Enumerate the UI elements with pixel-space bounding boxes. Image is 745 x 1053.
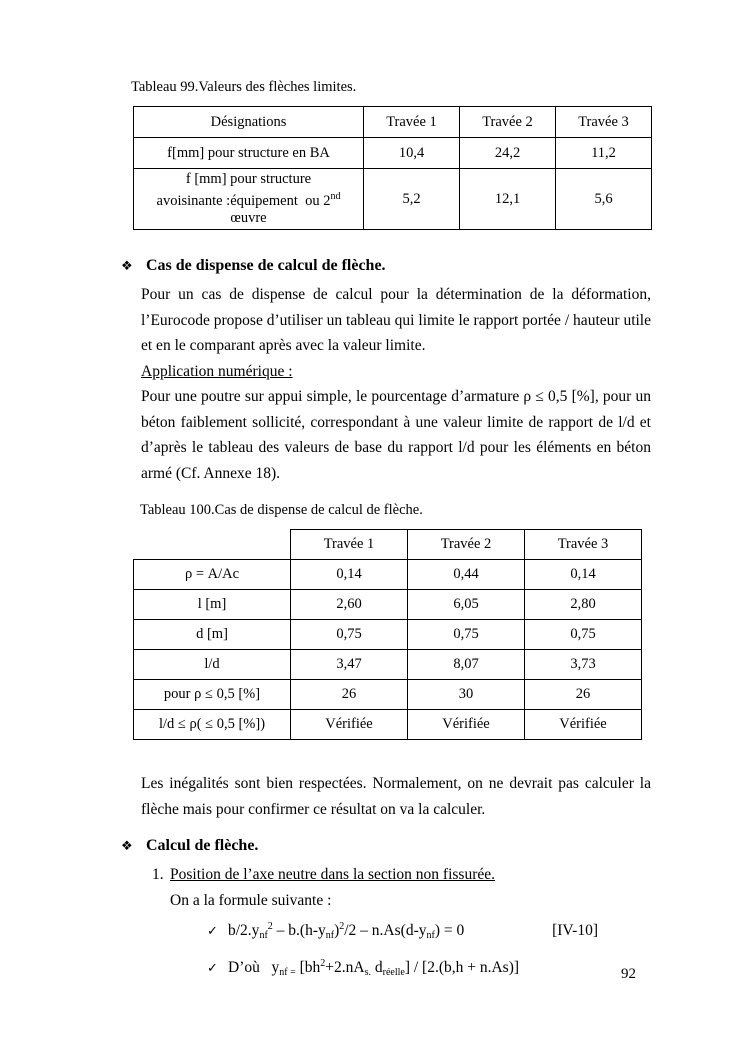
table-99-row1-v1: 10,4 — [364, 138, 460, 169]
table-99-row2-label — [134, 169, 364, 230]
checkmark-icon: ✓ — [207, 924, 218, 939]
section-heading-text: Calcul de flèche. — [146, 837, 259, 854]
table-99-row1-v3: 11,2 — [556, 138, 652, 169]
numbered-item-position-axe-neutre — [152, 862, 651, 888]
table-100-row0-v2: 0,44 — [408, 560, 525, 590]
table-row — [134, 620, 642, 650]
table-100-row0-v3: 0,14 — [525, 560, 642, 590]
formula-reference: [IV-10] — [552, 922, 598, 939]
paragraph-application: Pour une poutre sur appui simple, le pourcentage d’armature ρ ≤ 0,5 [%], pour un béton faiblement sollicité, correspondant à une valeur limite de rapport de l/d et d’après le tableau des valeurs de base du rapport l/d pour les éléments en béton armé (Cf. Annexe 18). — [141, 388, 651, 482]
table-100-row3-v1: 3,47 — [291, 650, 408, 680]
table-99-row1-v2: 24,2 — [460, 138, 556, 169]
paragraph-dispense: Pour un cas de dispense de calcul pour la détermination de la déformation, l’Eurocode propose d’utiliser un tableau qui limite le rapport portée / hauteur utile et en le comparant après avec la valeur limite. — [141, 286, 651, 354]
table-row — [134, 107, 652, 138]
table-100 — [133, 529, 642, 740]
table-100-header-travee-3: Travée 3 — [525, 530, 642, 560]
table-99-header-designations: Désignations — [134, 107, 364, 138]
table-100-row4-v3: 26 — [525, 680, 642, 710]
table-100-row1-v2: 6,05 — [408, 590, 525, 620]
table-100-header-travee-1: Travée 1 — [291, 530, 408, 560]
table-100-row1-v3: 2,80 — [525, 590, 642, 620]
page-number: 92 — [621, 966, 636, 982]
table-99-row2-v2: 12,1 — [460, 169, 556, 230]
table-99-caption: Tableau 99.Valeurs des flèches limites. — [131, 79, 357, 95]
table-100-row2-v2: 0,75 — [408, 620, 525, 650]
table-99-row1-label: f[mm] pour structure en BA — [134, 138, 364, 169]
formula-ynf — [207, 950, 651, 987]
table-100-row1-v1: 2,60 — [291, 590, 408, 620]
row2-label-superscript: nd — [330, 191, 341, 202]
table-100-row3-label: l/d — [134, 650, 291, 680]
item-title: Position de l’axe neutre dans la section non fissurée. — [170, 866, 495, 883]
row2-label-line2b: œuvre — [230, 210, 267, 226]
table-100-row2-v3: 0,75 — [525, 620, 642, 650]
table-99-header-travee-3: Travée 3 — [556, 107, 652, 138]
table-100-row5-v3: Vérifiée — [525, 710, 642, 740]
table-99-header-travee-1: Travée 1 — [364, 107, 460, 138]
application-numerique-label: Application numérique : — [141, 362, 293, 380]
table-100-row3-v3: 3,73 — [525, 650, 642, 680]
table-row — [134, 650, 642, 680]
section-heading-dispense — [121, 255, 651, 278]
row2-label-line2a: avoisinante :équipement ou 2 — [156, 193, 331, 209]
table-100-row5-label: l/d ≤ ρ( ≤ 0,5 [%]) — [134, 710, 291, 740]
table-100-row5-v1: Vérifiée — [291, 710, 408, 740]
checkmark-icon: ✓ — [207, 961, 218, 976]
table-99-header-travee-2: Travée 2 — [460, 107, 556, 138]
diamond-bullet-icon: ❖ — [121, 839, 133, 854]
formula-iv10-expression: $b/2.y_{nf}^2 - b.(h-y_{nf})^2/2 - n.As(d-y_{nf}) = 0$ — [228, 921, 465, 941]
table-100-row5-v2: Vérifiée — [408, 710, 525, 740]
section-heading-text: Cas de dispense de calcul de flèche. — [146, 257, 386, 274]
table-row — [134, 138, 652, 169]
table-100-row4-v1: 26 — [291, 680, 408, 710]
table-100-row1-label: l [m] — [134, 590, 291, 620]
section-heading-calcul — [121, 835, 651, 858]
formula-ynf-expression: D’où $y_{nf =}$ [$bh^2+2.nA_{s.}$ $d_{réelle}] / [2.(b,h + n.As)]$ — [228, 958, 520, 978]
table-100-row2-label: d [m] — [134, 620, 291, 650]
table-row — [134, 590, 642, 620]
table-99-row2-v1: 5,2 — [364, 169, 460, 230]
table-100-header-travee-2: Travée 2 — [408, 530, 525, 560]
row2-label-line1: f [mm] pour structure — [185, 171, 312, 187]
table-100-header-empty — [134, 530, 291, 560]
table-row — [134, 560, 642, 590]
table-100-row4-label: pour ρ ≤ 0,5 [%] — [134, 680, 291, 710]
table-100-row2-v1: 0,75 — [291, 620, 408, 650]
table-99 — [133, 106, 652, 230]
table-100-row0-label: ρ = A/Ac — [134, 560, 291, 590]
item-number: 1. — [152, 866, 164, 883]
table-row — [134, 530, 642, 560]
table-row — [134, 169, 652, 230]
table-row — [134, 710, 642, 740]
paragraph-closing: Les inégalités sont bien respectées. Normalement, on ne devrait pas calculer la flèche mais pour confirmer ce résultat on va la calculer. — [141, 775, 651, 818]
diamond-bullet-icon: ❖ — [121, 259, 133, 274]
table-99-row2-v3: 5,6 — [556, 169, 652, 230]
table-100-row3-v2: 8,07 — [408, 650, 525, 680]
table-100-row0-v1: 0,14 — [291, 560, 408, 590]
formula-intro: On a la formule suivante : — [170, 891, 332, 909]
table-100-caption: Tableau 100.Cas de dispense de calcul de flèche. — [140, 502, 423, 518]
formula-iv10 — [207, 913, 651, 950]
table-row — [134, 680, 642, 710]
table-100-row4-v2: 30 — [408, 680, 525, 710]
